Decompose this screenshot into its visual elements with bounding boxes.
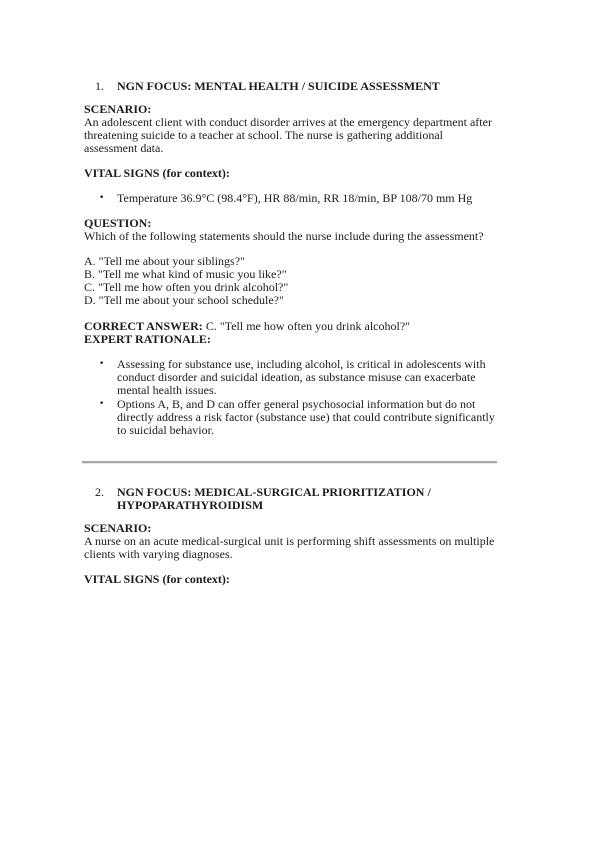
correct-answer-text: C. "Tell me how often you drink alcohol?" [205, 319, 411, 333]
question-number: 2. [95, 485, 104, 499]
bullet-marker: • [99, 193, 105, 203]
question-block-1 [84, 80, 496, 437]
vitals-label: VITAL SIGNS (for context): [84, 166, 230, 180]
option-c: C. "Tell me how often you drink alcohol?" [84, 280, 289, 294]
section-divider [82, 461, 497, 464]
bullet-marker: • [99, 399, 105, 409]
vitals-label: VITAL SIGNS (for context): [84, 572, 230, 586]
scenario-text: A nurse on an acute medical-surgical unit is performing shift assessments on multiple clients with varying diagnoses. [84, 534, 495, 561]
rationale-text: Assessing for substance use, including alcohol, is critical in adolescents with conduct disorder and suicidal ideation, as substance misuse can exacerbate mental health issues. [117, 357, 486, 397]
vitals-label-section [84, 573, 496, 586]
option-a: A. "Tell me about your siblings?" [84, 254, 245, 268]
question-heading [95, 486, 484, 512]
answer-section [84, 320, 496, 346]
rationale-text: Options A, B, and D can offer general psychosocial information but do not directly address a risk factor (substance use) that could contribute significantly to suicidal behavior. [117, 397, 495, 437]
vital-text: Temperature 36.9°C (98.4°F), HR 88/min, RR 18/min, BP 108/70 mm Hg [117, 191, 473, 205]
scenario-label: SCENARIO: [84, 521, 152, 535]
question-heading [95, 80, 484, 93]
spacer [84, 449, 496, 461]
question-block-2 [84, 486, 496, 586]
vitals-list [84, 192, 496, 205]
rationale-item [84, 358, 496, 397]
option-b: B. "Tell me what kind of music you like?" [84, 267, 287, 281]
scenario-section [84, 103, 496, 155]
question-title: NGN FOCUS: MEDICAL-SURGICAL PRIORITIZATION / HYPOPARATHYROIDISM [117, 485, 431, 512]
rationale-item [84, 398, 496, 437]
question-number: 1. [95, 79, 104, 93]
question-title: NGN FOCUS: MENTAL HEALTH / SUICIDE ASSESSMENT [117, 79, 440, 93]
scenario-text: An adolescent client with conduct disorder arrives at the emergency department after threatening suicide to a teacher at school. The nurse is gathering additional assessment data. [84, 115, 492, 155]
vitals-label-section [84, 167, 496, 180]
question-section [84, 217, 496, 243]
question-label: QUESTION: [84, 216, 152, 230]
bullet-marker: • [99, 359, 105, 369]
question-text: Which of the following statements should the nurse include during the assessment? [84, 229, 484, 243]
options-list [84, 255, 496, 307]
vital-item [84, 192, 496, 205]
option-d: D. "Tell me about your school schedule?" [84, 293, 284, 307]
correct-answer-label: CORRECT ANSWER: [84, 319, 203, 333]
scenario-label: SCENARIO: [84, 102, 152, 116]
rationale-label: EXPERT RATIONALE: [84, 332, 211, 346]
rationale-list [84, 358, 496, 437]
scenario-section [84, 522, 496, 561]
